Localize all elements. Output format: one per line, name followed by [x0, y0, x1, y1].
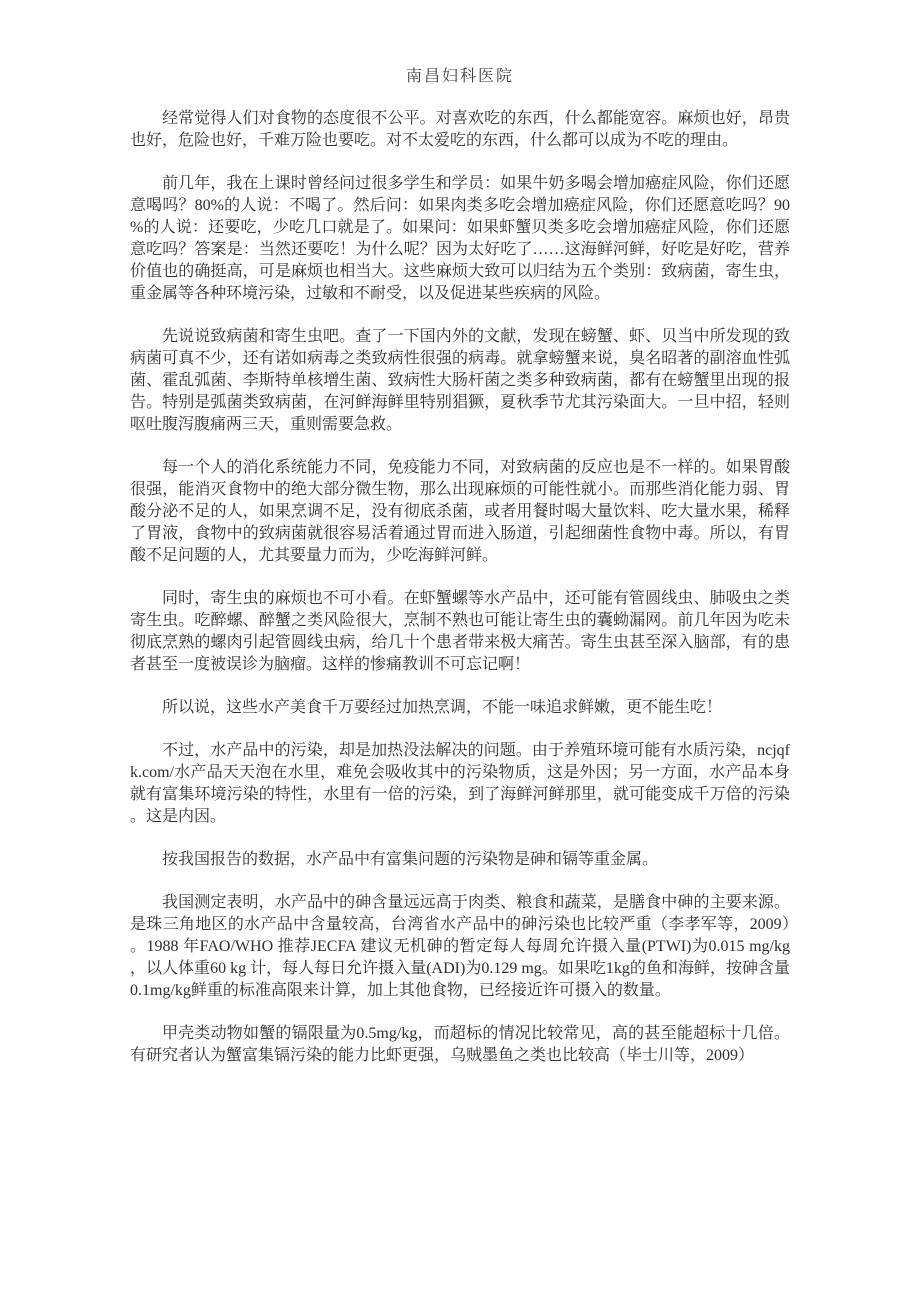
paragraph: 先说说致病菌和寄生虫吧。查了一下国内外的文献，发现在螃蟹、虾、贝当中所发现的致病菌可真不少，还有诺如病毒之类致病性很强的病毒。就拿螃蟹来说，臭名昭著的副溶血性弧菌、霍乱弧菌、李斯特单核增生菌、致病性大肠杆菌之类多种致病菌，都有在螃蟹里出现的报告。特别是弧菌类致病菌，在河鲜海鲜里特别猖獗，夏秋季节尤其污染面大。一旦中招，轻则呕吐腹泻腹痛两三天，重则需要急救。	[130, 328, 790, 433]
paragraph: 按我国报告的数据，水产品中有富集问题的污染物是砷和镉等重金属。	[162, 851, 659, 868]
paragraph: 我国测定表明，水产品中的砷含量远远高于肉类、粮食和蔬菜，是膳食中砷的主要来源。是珠三角地区的水产品中含量较高，台湾省水产品中的砷污染也比较严重（李孝军等，2009）。1988 年FAO/WHO 推荐JECFA 建议无机砷的暂定每人每周允许摄入量(PTWI)为0.015 mg/kg，以人体重60 kg 计，每人每日允许摄入量(ADI)为0.129 mg。如果吃1kg的鱼和海鲜，按砷含量0.1mg/kg鲜重的标准高限来计算，加上其他食物，已经接近许可摄入的数量。	[130, 894, 790, 999]
page-title: 南昌妇科医院	[405, 68, 514, 85]
paragraph: 每一个人的消化系统能力不同，免疫能力不同，对致病菌的反应也是不一样的。如果胃酸很强，能消灭食物中的绝大部分微生物，那么出现麻烦的可能性就小。而那些消化能力弱、胃酸分泌不足的人，如果烹调不足，没有彻底杀菌，或者用餐时喝大量饮料、吃大量水果，稀释了胃液，食物中的致病菌就很容易活着通过胃而进入肠道，引起细菌性食物中毒。所以，有胃酸不足问题的人，尤其要量力而为，少吃海鲜河鲜。	[130, 459, 790, 564]
paragraph: 不过，水产品中的污染，却是加热没法解决的问题。由于养殖环境可能有水质污染，ncjqfk.com/水产品天天泡在水里，难免会吸收其中的污染物质，这是外因；另一方面，水产品本身就有富集环境污染的特性，水里有一倍的污染，到了海鲜河鲜那里，就可能变成千万倍的污染。这是内因。	[130, 742, 790, 825]
paragraph: 甲壳类动物如蟹的镉限量为0.5mg/kg，而超标的情况比较常见，高的甚至能超标十几倍。有研究者认为蟹富集镉污染的能力比虾更强，乌贼墨鱼之类也比较高（毕士川等，2009）	[130, 1025, 790, 1064]
paragraph: 所以说，这些水产美食千万要经过加热烹调，不能一味追求鲜嫩，更不能生吃！	[162, 699, 723, 716]
document-body	[130, 108, 790, 1088]
paragraph: 同时，寄生虫的麻烦也不可小看。在虾蟹螺等水产品中，还可能有管圆线虫、肺吸虫之类寄生虫。吃醉螺、醉蟹之类风险很大，烹制不熟也可能让寄生虫的囊蚴漏网。前几年因为吃未彻底烹熟的螺肉引起管圆线虫病，给几十个患者带来极大痛苦。寄生虫甚至深入脑部，有的患者甚至一度被误诊为脑瘤。这样的惨痛教训不可忘记啊！	[130, 590, 790, 673]
paragraph: 前几年，我在上课时曾经问过很多学生和学员：如果牛奶多喝会增加癌症风险，你们还愿意喝吗？80%的人说：不喝了。然后问：如果肉类多吃会增加癌症风险，你们还愿意吃吗？90%的人说：还要吃，少吃几口就是了。如果问：如果虾蟹贝类多吃会增加癌症风险，你们还愿意吃吗？答案是：当然还要吃！为什么呢？因为太好吃了……这海鲜河鲜，好吃是好吃，营养价值也的确挺高，可是麻烦也相当大。这些麻烦大致可以归结为五个类别：致病菌，寄生虫，重金属等各种环境污染，过敏和不耐受，以及促进某些疾病的风险。	[130, 175, 790, 302]
paragraph: 经常觉得人们对食物的态度很不公平。对喜欢吃的东西，什么都能宽容。麻烦也好，昂贵也好，危险也好，千难万险也要吃。对不太爱吃的东西，什么都可以成为不吃的理由。	[130, 110, 790, 149]
